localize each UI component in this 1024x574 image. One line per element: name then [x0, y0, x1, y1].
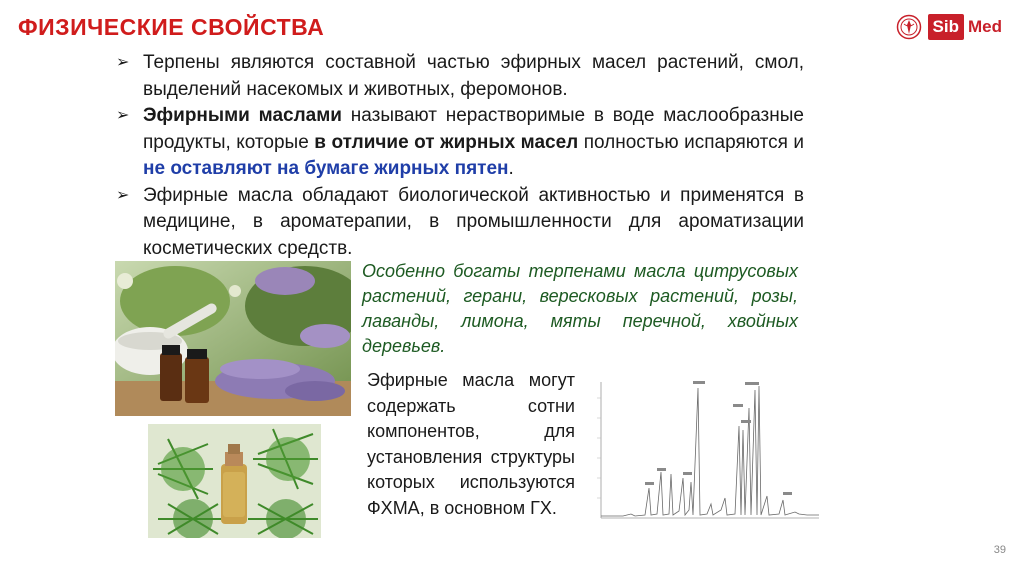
arrow-bullet-icon: ➢	[116, 107, 130, 124]
logo-sib: Sib	[928, 14, 964, 40]
arrow-bullet-icon: ➢	[116, 54, 130, 71]
bullet-item-activity	[116, 183, 804, 263]
bullet-text: Терпены являются составной частью эфирных масел растений, смол, выделений насекомых и животных, феромонов.	[143, 52, 804, 100]
bullet-text: .	[508, 158, 514, 179]
bullet-text: называют нерастворимые в воде маслообразные продукты, которые	[143, 105, 804, 153]
sibmed-logo	[896, 12, 1002, 42]
bullet-bold-phrase: в отличие от жирных масел	[314, 131, 579, 153]
herbs-oils-photo	[115, 261, 351, 416]
page-title: ФИЗИЧЕСКИЕ СВОЙСТВА	[18, 14, 325, 40]
bullet-text: Эфирные масла обладают биологической активностью и применятся в медицине, в ароматерапии, в промышленности для ароматизации косметических средств.	[143, 184, 804, 259]
university-emblem-icon	[896, 14, 922, 40]
bullet-text: полностью испаряются и	[578, 131, 804, 153]
bullet-blue-phrase: не оставляют на бумаге жирных пятен	[143, 158, 509, 179]
gas-chromatogram	[583, 378, 823, 524]
page-number: 39	[993, 544, 1006, 556]
pine-oil-photo	[148, 424, 321, 538]
essential-oils-composition-note: Эфирные масла могут содержать сотни компонентов, для установления структуры которых используются ФХМА, в основном ГХ.	[367, 370, 575, 518]
logo-med: Med	[968, 17, 1002, 36]
arrow-bullet-icon: ➢	[116, 186, 130, 204]
bullet-list	[116, 50, 804, 262]
bullet-bold-term: Эфирными маслами	[143, 105, 342, 126]
chromatogram-trace	[601, 386, 819, 516]
bullet-item-essential-oils	[116, 103, 804, 183]
terpene-rich-oils-note: Особенно богаты терпенами масла цитрусовых растений, герани, вересковых растений, розы, лаванды, лимона, мяты перечной, хвойных деревьев.	[362, 261, 798, 356]
bullet-item-terpenes	[116, 50, 804, 103]
